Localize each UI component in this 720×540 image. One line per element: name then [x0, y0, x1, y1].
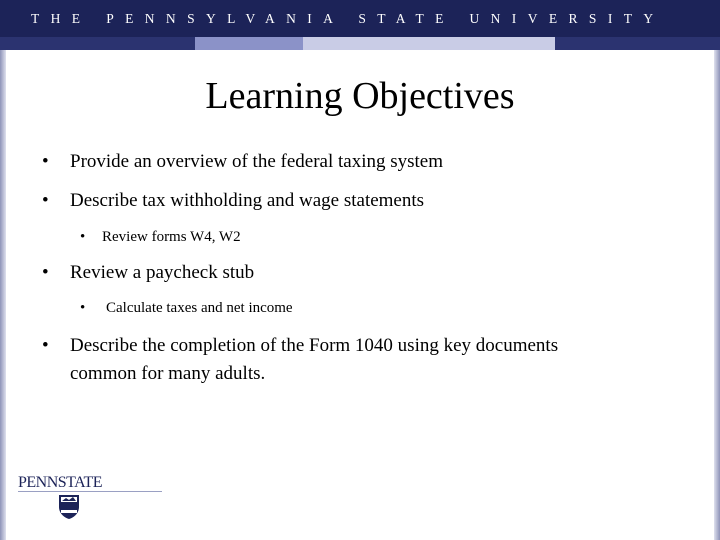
sub-bullet-text: Calculate taxes and net income [106, 300, 293, 316]
bullet-text: Describe the completion of the Form 1040 using key documents [70, 335, 559, 356]
sub-bullet-dot: • [80, 300, 86, 316]
bullet-dot: • [42, 151, 49, 172]
logo-wordmark: PENNSTATE [18, 474, 102, 491]
bullet-dot: • [42, 190, 49, 211]
sub-bullet-dot: • [80, 229, 86, 245]
bullet-text: Review a paycheck stub [70, 262, 255, 283]
bullet-dot: • [42, 335, 49, 356]
university-header-text: THE PENNSYLVANIA STATE UNIVERSITY [31, 11, 665, 26]
bullet-text: Provide an overview of the federal taxing system [70, 151, 444, 172]
logo-underline [18, 491, 162, 492]
penn-state-logo [18, 474, 168, 524]
sub-bullet-text: Review forms W4, W2 [102, 229, 241, 245]
slide-title: Learning Objectives [205, 75, 515, 117]
bullet-dot: • [42, 262, 49, 283]
penn-state-shield-icon [58, 494, 80, 520]
bullet-text: Describe tax withholding and wage statements [70, 190, 425, 211]
bullet-text-continuation: common for many adults. [70, 363, 266, 384]
